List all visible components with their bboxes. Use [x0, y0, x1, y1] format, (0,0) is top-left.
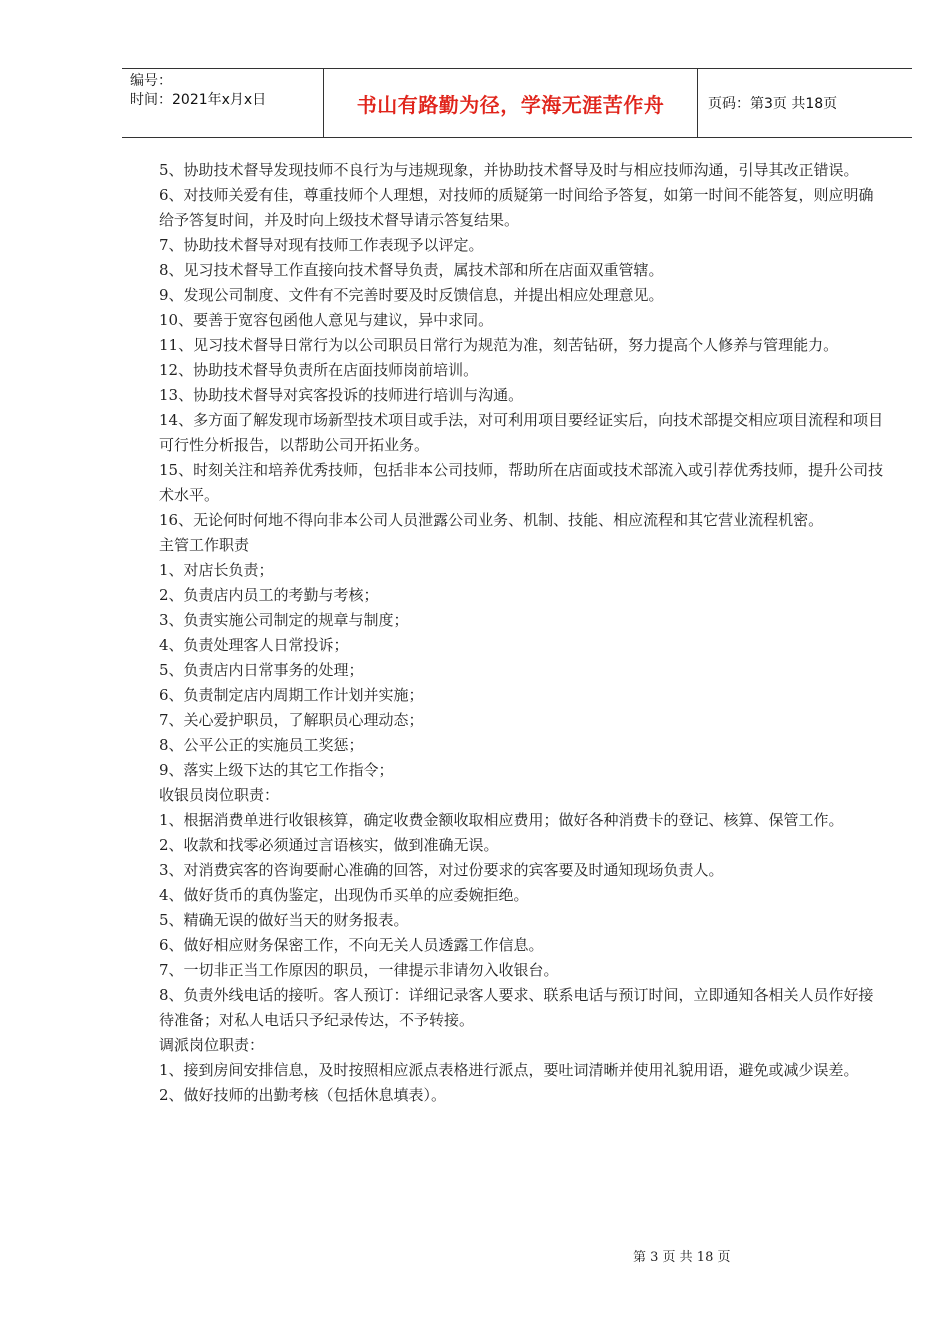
- time-label: 时间：2021年x月x日: [130, 92, 267, 108]
- paragraph: 7、一切非正当工作原因的职员，一律提示非请勿入收银台。: [159, 961, 559, 979]
- paragraph: 4、做好货币的真伪鉴定，出现伪币买单的应委婉拒绝。: [159, 886, 529, 904]
- paragraph: 调派岗位职责：: [159, 1036, 265, 1054]
- paragraph: 7、协助技术督导对现有技师工作表现予以评定。: [159, 236, 484, 254]
- paragraph: 12、协助技术督导负责所在店面技师岗前培训。: [159, 361, 479, 379]
- serial-label: 编号：: [130, 73, 172, 89]
- paragraph: 1、根据消费单进行收银核算，确定收费金额收取相应费用；做好各种消费卡的登记、核算、保管工作。: [159, 811, 844, 829]
- paragraph: 7、关心爱护职员，了解职员心理动态；: [159, 711, 424, 729]
- paragraph: 5、负责店内日常事务的处理；: [159, 661, 364, 679]
- paragraph: 4、负责处理客人日常投诉；: [159, 636, 349, 654]
- paragraph: 6、对技师关爱有佳，尊重技师个人理想，对技师的质疑第一时间给予答复，如第一时间不能答复，则应明确给予答复时间，并及时向上级技术督导请示答复结果。: [159, 186, 874, 229]
- paragraph: 15、时刻关注和培养优秀技师，包括非本公司技师，帮助所在店面或技术部流入或引荐优秀技师，提升公司技术水平。: [159, 461, 884, 504]
- header-meta: [122, 69, 324, 137]
- paragraph: 5、精确无误的做好当天的财务报表。: [159, 911, 409, 929]
- paragraph: 6、负责制定店内周期工作计划并实施；: [159, 686, 424, 704]
- paragraph: 收银员岗位职责：: [159, 786, 280, 804]
- paragraph: 1、接到房间安排信息，及时按照相应派点表格进行派点，要吐词清晰并使用礼貌用语，避免或减少误差。: [159, 1061, 859, 1079]
- paragraph: 2、收款和找零必须通过言语核实，做到准确无误。: [159, 836, 499, 854]
- paragraph: 11、见习技术督导日常行为以公司职员日常行为规范为准，刻苦钻研，努力提高个人修养与管理能力。: [159, 336, 839, 354]
- document-body: [159, 158, 884, 1108]
- header-motto: 书山有路勤为径，学海无涯苦作舟: [324, 69, 698, 137]
- paragraph: 2、负责店内员工的考勤与考核；: [159, 586, 379, 604]
- paragraph: 1、对店长负责；: [159, 561, 274, 579]
- paragraph: 8、见习技术督导工作直接向技术督导负责，属技术部和所在店面双重管辖。: [159, 261, 664, 279]
- paragraph: 3、对消费宾客的咨询要耐心准确的回答，对过份要求的宾客要及时通知现场负责人。: [159, 861, 724, 879]
- page-header: [122, 68, 912, 138]
- paragraph: 5、协助技术督导发现技师不良行为与违规现象，并协助技术督导及时与相应技师沟通，引导其改正错误。: [159, 161, 859, 179]
- paragraph: 14、多方面了解发现市场新型技术项目或手法，对可利用项目要经证实后，向技术部提交相应项目流程和项目可行性分析报告，以帮助公司开拓业务。: [159, 411, 884, 454]
- paragraph: 3、负责实施公司制定的规章与制度；: [159, 611, 409, 629]
- paragraph: 13、协助技术督导对宾客投诉的技师进行培训与沟通。: [159, 386, 524, 404]
- paragraph: 8、公平公正的实施员工奖惩；: [159, 736, 364, 754]
- page-footer: 第 3 页 共 18 页: [633, 1250, 731, 1265]
- paragraph: 2、做好技师的出勤考核（包括休息填表）。: [159, 1086, 447, 1104]
- paragraph: 9、落实上级下达的其它工作指令；: [159, 761, 394, 779]
- paragraph: 6、做好相应财务保密工作，不向无关人员透露工作信息。: [159, 936, 544, 954]
- paragraph: 主管工作职责: [159, 536, 250, 554]
- header-page-info: 页码：第3页 共18页: [708, 96, 838, 112]
- paragraph: 8、负责外线电话的接听。客人预订：详细记录客人要求、联系电话与预订时间，立即通知各相关人员作好接待准备；对私人电话只予纪录传达，不予转接。: [159, 986, 874, 1029]
- paragraph: 10、要善于宽容包函他人意见与建议，异中求同。: [159, 311, 494, 329]
- paragraph: 16、无论何时何地不得向非本公司人员泄露公司业务、机制、技能、相应流程和其它营业流程机密。: [159, 511, 824, 529]
- paragraph: 9、发现公司制度、文件有不完善时要及时反馈信息，并提出相应处理意见。: [159, 286, 664, 304]
